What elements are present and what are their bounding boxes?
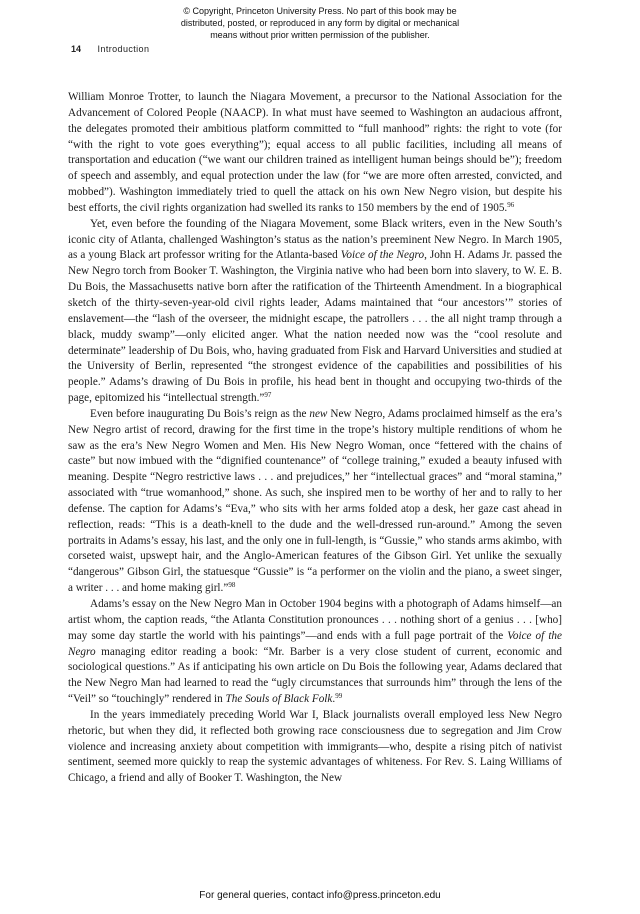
footnote-ref: 97 [264, 391, 272, 400]
section-title: Introduction [97, 44, 150, 54]
italic-text: new [309, 407, 328, 420]
text-run: managing editor reading a book: “Mr. Barber is a very close student of current, economic and sociological questions.” As if anticipating his own article on Du Bois the following year, Adams declared that the New Negro Man had learned to read the “ugly circumstances that surrounds him” through the lens of the “Veil” so “touchingly” rendered in [68, 645, 562, 706]
copyright-line: © Copyright, Princeton University Press. No part of this book may be [183, 6, 457, 16]
italic-text: Voice of the Negro [340, 249, 425, 262]
page-number: 14 [71, 44, 82, 54]
italic-text: The Souls of Black Folk [225, 693, 333, 706]
paragraph [68, 217, 562, 407]
paragraph [68, 708, 562, 787]
text-run: In the years immediately preceding World War I, Black journalists overall employed less New Negro rhetoric, but when they did, it reflected both growing race consciousness due to segregation and Jim Crow violence and increasing anxiety about competition with immigrants—who, despite a rising pitch of nativist sentiment, seemed more quickly to reap the systemic advantages of whiteness. For Rev. S. Laing Williams of Chicago, a friend and ally of Booker T. Washington, the New [68, 708, 562, 785]
text-run: . [332, 693, 336, 706]
footer-contact: For general queries, contact info@press.princeton.edu [199, 890, 441, 901]
running-head [71, 44, 149, 54]
text-run: , John H. Adams Jr. passed the New Negro torch from Booker T. Washington, the Virginia native who had been born into slavery, to W. E. B. Du Bois, the Massachusetts native born after the ratification of the Thirteenth Amendment. In a biographical sketch of the thirty-seven-year-old civil rights leader, Adams maintained that “our ancestors’” stories of enslavement—the “lash of the overseer, the midnight escape, the patrollers . . . the all night tramp through a black, muddy swamp”—only elicited anger. What the nation needed now was the “cool resolute and determinate” leadership of Du Bois, who, having graduated from Fisk and Harvard Universities and studied at the University of Berlin, represented “the strongest evidence of the capabilities and possibilities of his people.” Adams’s drawing of Du Bois in profile, his head bent in thought and occupying two-thirds of the page, epitomized his “intellectual strength.” [68, 249, 562, 405]
copyright-notice [0, 5, 640, 41]
footnote-ref: 98 [228, 581, 236, 590]
copyright-line: distributed, posted, or reproduced in any form by digital or mechanical [180, 18, 460, 28]
paragraph [68, 90, 562, 217]
text-run: Yet, even before the founding of the Niagara Movement, some Black writers, even in the New South’s iconic city of Atlanta, challenged Washington’s status as the nation’s preeminent New Negro. In March 1905, as a young Black art professor writing for the Atlanta-based [68, 217, 562, 262]
paragraph [68, 407, 562, 597]
footnote-ref: 99 [335, 692, 343, 701]
paragraph [68, 597, 562, 708]
text-run: Adams’s essay on the New Negro Man in October 1904 begins with a photograph of Adams himself—an artist whom, the caption reads, “the Atlanta Constitution pronounces . . . nothing short of a genius . . . [who] may some day startle the world with his paintings”—and ends with a full page portrait of the [68, 598, 562, 642]
text-run: William Monroe Trotter, to launch the Niagara Movement, a precursor to the National Association for the Advancement of Colored People (NAACP). In what must have seemed to Washington an audacious affront, the delegates promoted their ambitious platform committed to “full manhood” rights: the right to vote (for “with the right to vote goes everything”); equal access to all public facilities, including all means of transportation and education (“we want our children trained as intelligent human beings should be”); freedom of speech and assembly, and equal protection under the law (for “we are more often arrested, convicted, and mobbed”). Washington immediately tried to quell the attack on his own New Negro vision, but despite his best efforts, the civil rights organization had swelled its ranks to 150 members by the end of 1905. [68, 91, 562, 214]
italic-text: Voice of the Negro [68, 629, 562, 658]
text-run: Even before inaugurating Du Bois’s reign as the [90, 407, 310, 420]
text-run: New Negro, Adams proclaimed himself as the era’s New Negro artist of record, drawing for the first time in the trope’s history multiple renditions of whom he saw as the era’s New Negro Women and Men. His New Negro Woman, once “fettered with the chains of caste” but now imbued with the “dignified countenance” of “college training,” exuded a beauty infused with meaning. Despite “Negro restrictive laws . . . and prejudices,” her “intellectual graces” and “moral stamina,” associated with “true womanhood,” shone. As such, she inspired men to be worthy of her and to rally to her defense. The caption for Adams’s “Eva,” who sits with her arms folded atop a desk, her gaze cast ahead in reflection, reads: “This is a death-knell to the dude and the well-dressed run-around.” Among the seven portraits in Adams’s essay, his last, and the only one in full-length, is “Gussie,” who stands arms akimbo, with corseted waist, upswept hair, and the Anglo-American features of the Gibson Girl. Yet unlike the sexually “dangerous” Gibson Girl, the statuesque “Gussie” is “a performer on the violin and the piano, a sweet singer, a writer . . . and home making girl.” [68, 407, 562, 595]
body-text [68, 90, 562, 787]
copyright-line: means without prior written permission of the publisher. [210, 30, 430, 40]
footnote-ref: 96 [507, 200, 515, 209]
